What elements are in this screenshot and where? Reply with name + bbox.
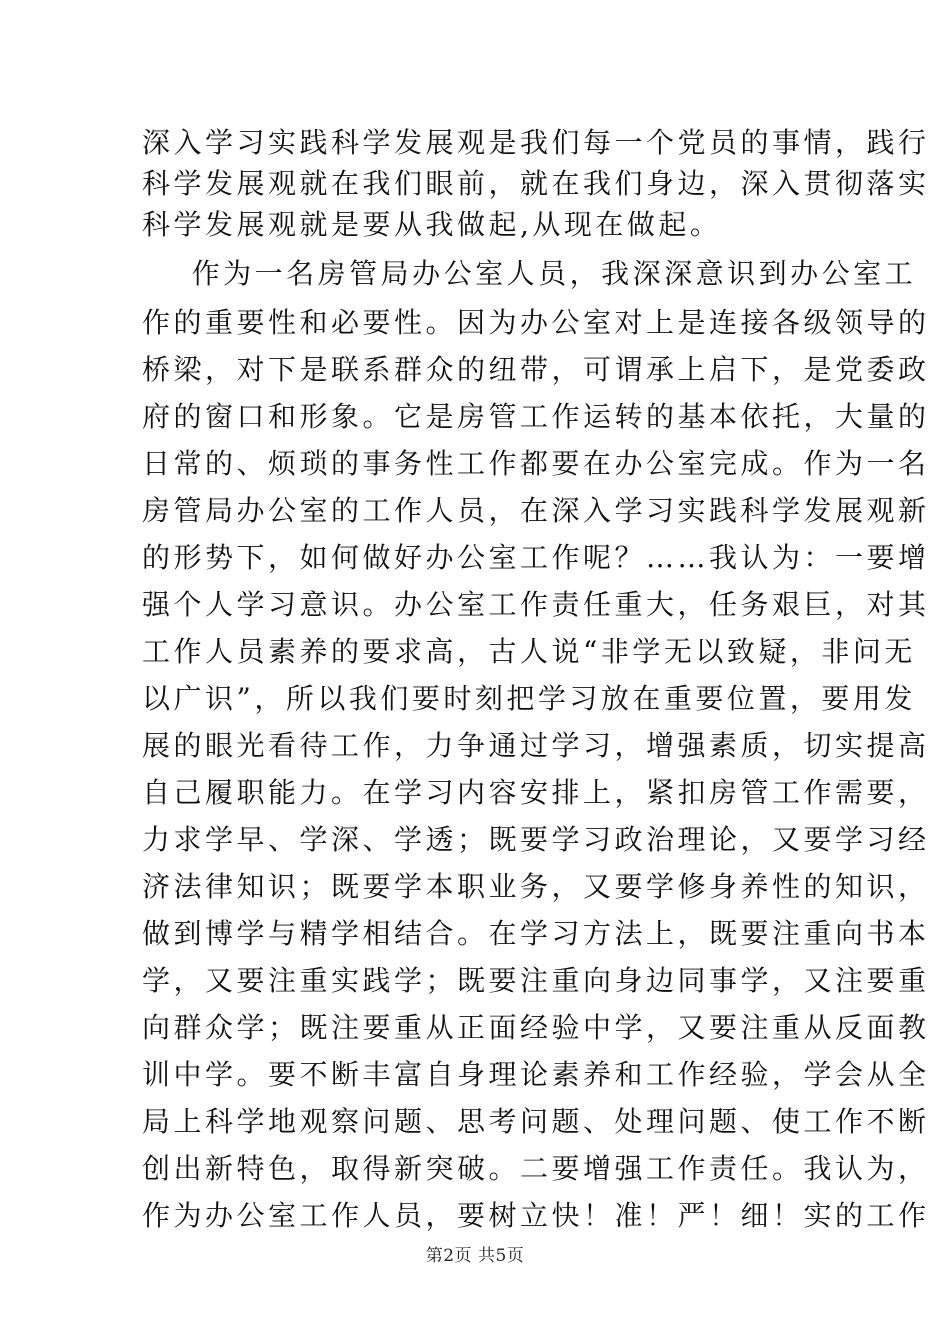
- text-line: 桥梁，对下是联系群众的纽带，可谓承上启下，是党委政: [142, 353, 930, 386]
- text-line: 创出新特色，取得新突破。二要增强工作责任。我认为，: [142, 1152, 930, 1185]
- text-line: 济法律知识；既要学本职业务，又要学修身养性的知识，: [142, 870, 930, 903]
- text-line: 自己履职能力。在学习内容安排上，紧扣房管工作需要，: [142, 776, 930, 809]
- text-line: 作为一名房管局办公室人员，我深深意识到办公室工: [142, 257, 917, 290]
- text-line: 向群众学；既注要重从正面经验中学，又要注重从反面教: [142, 1011, 930, 1044]
- text-line: 局上科学地观察问题、思考问题、处理问题、使工作不断: [142, 1105, 930, 1138]
- text-line: 科学发展观就在我们眼前，就在我们身边，深入贯彻落实: [142, 167, 930, 200]
- text-line: 做到博学与精学相结合。在学习方法上，既要注重向书本: [142, 917, 930, 950]
- text-line: 的形势下，如何做好办公室工作呢？……我认为：一要增: [142, 541, 930, 574]
- page-number-footer: 第2页 共5页: [425, 1246, 525, 1266]
- text-line: 作为办公室工作人员，要树立快！准！严！细！实的工作: [142, 1199, 930, 1232]
- text-line: 以广识”，所以我们要时刻把学习放在重要位置，要用发: [142, 682, 916, 715]
- text-line: 训中学。要不断丰富自身理论素养和工作经验，学会从全: [142, 1058, 930, 1091]
- text-line: 房管局办公室的工作人员，在深入学习实践科学发展观新: [142, 494, 930, 527]
- text-line: 学，又要注重实践学；既要注重向身边同事学，又注要重: [142, 964, 930, 997]
- text-line: 工作人员素养的要求高，古人说“非学无以致疑，非问无: [142, 635, 916, 668]
- text-line: 力求学早、学深、学透；既要学习政治理论，又要学习经: [142, 823, 930, 856]
- text-line: 科学发展观就是要从我做起,从现在做起。: [142, 208, 722, 241]
- text-line: 日常的、烦琐的事务性工作都要在办公室完成。作为一名: [142, 447, 930, 480]
- text-line: 深入学习实践科学发展观是我们每一个党员的事情，践行: [142, 126, 930, 159]
- text-line: 强个人学习意识。办公室工作责任重大，任务艰巨，对其: [142, 588, 930, 621]
- text-line: 作的重要性和必要性。因为办公室对上是连接各级领导的: [142, 306, 930, 339]
- text-line: 展的眼光看待工作，力争通过学习，增强素质，切实提高: [142, 729, 930, 762]
- text-line: 府的窗口和形象。它是房管工作运转的基本依托，大量的: [142, 400, 930, 433]
